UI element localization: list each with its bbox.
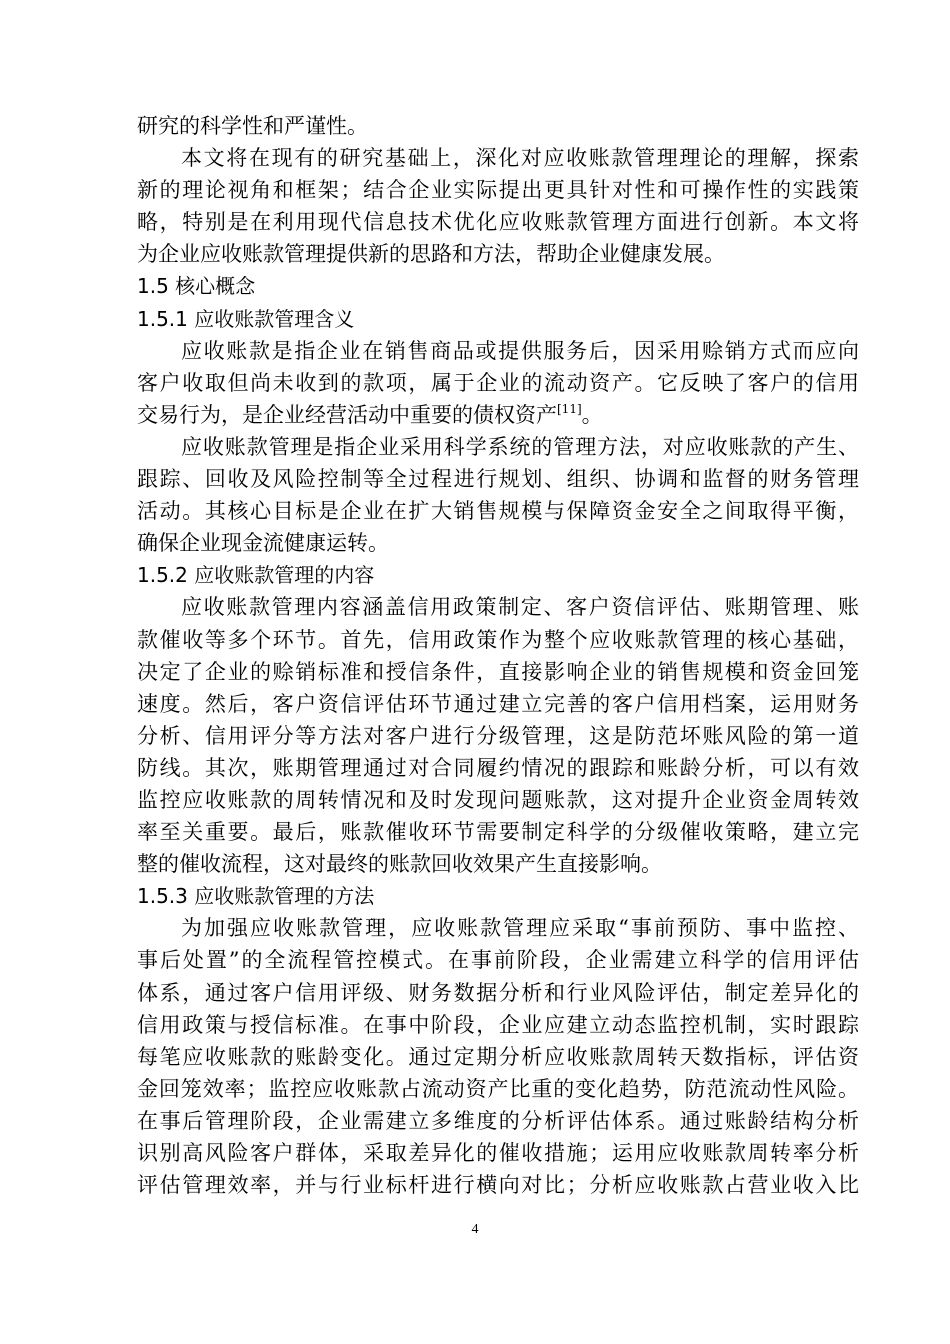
paragraph-research-aim — [137, 142, 859, 270]
text-line: 每笔应收账款的账龄变化。通过定期分析应收账款周转天数指标，评估资 — [137, 1044, 859, 1069]
text-line: 信用政策与授信标准。在事中阶段，企业应建立动态监控机制，实时跟踪 — [137, 1012, 859, 1037]
citation-marker: [11] — [557, 401, 582, 416]
text-line: 新的理论视角和框架；结合企业实际提出更具针对性和可操作性的实践策 — [137, 178, 859, 203]
subsection-heading-methods: 1.5.3 应收账款管理的方法 — [137, 884, 375, 909]
text-line: 监控应收账款的周转情况和及时发现问题账款，这对提升企业资金周转效 — [137, 787, 859, 812]
text-line: 客户收取但尚未收到的款项，属于企业的流动资产。它反映了客户的信用 — [137, 370, 859, 395]
text-line: 应收账款是指企业在销售商品或提供服务后，因采用赊销方式而应向 — [181, 338, 859, 363]
text-line: 金回笼效率；监控应收账款占流动资产比重的变化趋势，防范流动性风险。 — [137, 1076, 859, 1101]
text-line: 本文将在现有的研究基础上，深化对应收账款管理理论的理解，探索 — [181, 146, 859, 171]
text-line: 评估管理效率，并与行业标杆进行横向对比；分析应收账款占营业收入比 — [137, 1173, 859, 1198]
text-line: 活动。其核心目标是企业在扩大销售规模与保障资金安全之间取得平衡， — [137, 499, 859, 524]
paragraph-management-content — [137, 591, 859, 880]
text-line: 防线。其次，账期管理通过对合同履约情况的跟踪和账龄分析，可以有效 — [137, 755, 859, 780]
text-line: 应收账款管理是指企业采用科学系统的管理方法，对应收账款的产生、 — [181, 434, 859, 459]
text-line: 跟踪、回收及风险控制等全过程进行规划、组织、协调和监督的财务管理 — [137, 467, 859, 492]
text-line: 决定了企业的赊销标准和授信条件，直接影响企业的销售规模和资金回笼 — [137, 659, 859, 684]
text-line: 率至关重要。最后，账款催收环节需要制定科学的分级催收策略，建立完 — [137, 820, 859, 845]
paragraph-management-methods — [137, 912, 859, 1201]
text-line: 款催收等多个环节。首先，信用政策作为整个应收账款管理的核心基础， — [137, 627, 859, 652]
text-line: 研究的科学性和严谨性。 — [137, 114, 368, 138]
page-number: 4 — [471, 1222, 479, 1237]
text-line: 事后处置”的全流程管控模式。在事前阶段，企业需建立科学的信用评估 — [137, 948, 859, 973]
text-line: 应收账款管理内容涵盖信用政策制定、客户资信评估、账期管理、账 — [181, 595, 859, 620]
text-line: 确保企业现金流健康运转。 — [137, 531, 389, 556]
text-line-content: 交易行为，是企业经营活动中重要的债权资产 — [137, 402, 557, 427]
section-heading-core-concepts: 1.5 核心概念 — [137, 274, 256, 299]
paragraph-management-definition — [137, 431, 859, 559]
text-line: 整的催收流程，这对最终的账款回收效果产生直接影响。 — [137, 852, 662, 877]
paragraph-receivables-definition — [137, 335, 859, 431]
text-line: 速度。然后，客户资信评估环节通过建立完善的客户信用档案，运用财务 — [137, 691, 859, 716]
text-line: 在事后管理阶段，企业需建立多维度的分析评估体系。通过账龄结构分析 — [137, 1108, 859, 1133]
sentence-end: 。 — [581, 402, 603, 427]
subsection-heading-content: 1.5.2 应收账款管理的内容 — [137, 563, 375, 588]
text-line: 分析、信用评分等方法对客户进行分级管理，这是防范坏账风险的第一道 — [137, 723, 859, 748]
text-line: 识别高风险客户群体，采取差异化的催收措施；运用应收账款周转率分析 — [137, 1141, 859, 1165]
text-line: 为企业应收账款管理提供新的思路和方法，帮助企业健康发展。 — [137, 242, 725, 267]
text-line — [137, 399, 859, 431]
body-text — [137, 110, 859, 1201]
text-line: 体系，通过客户信用评级、财务数据分析和行业风险评估，制定差异化的 — [137, 980, 859, 1005]
text-line: 略，特别是在利用现代信息技术优化应收账款管理方面进行创新。本文将 — [137, 210, 859, 235]
text-line: 为加强应收账款管理，应收账款管理应采取“事前预防、事中监控、 — [181, 916, 859, 941]
subsection-heading-definition: 1.5.1 应收账款管理含义 — [137, 306, 355, 331]
paragraph-continuation — [137, 110, 859, 142]
